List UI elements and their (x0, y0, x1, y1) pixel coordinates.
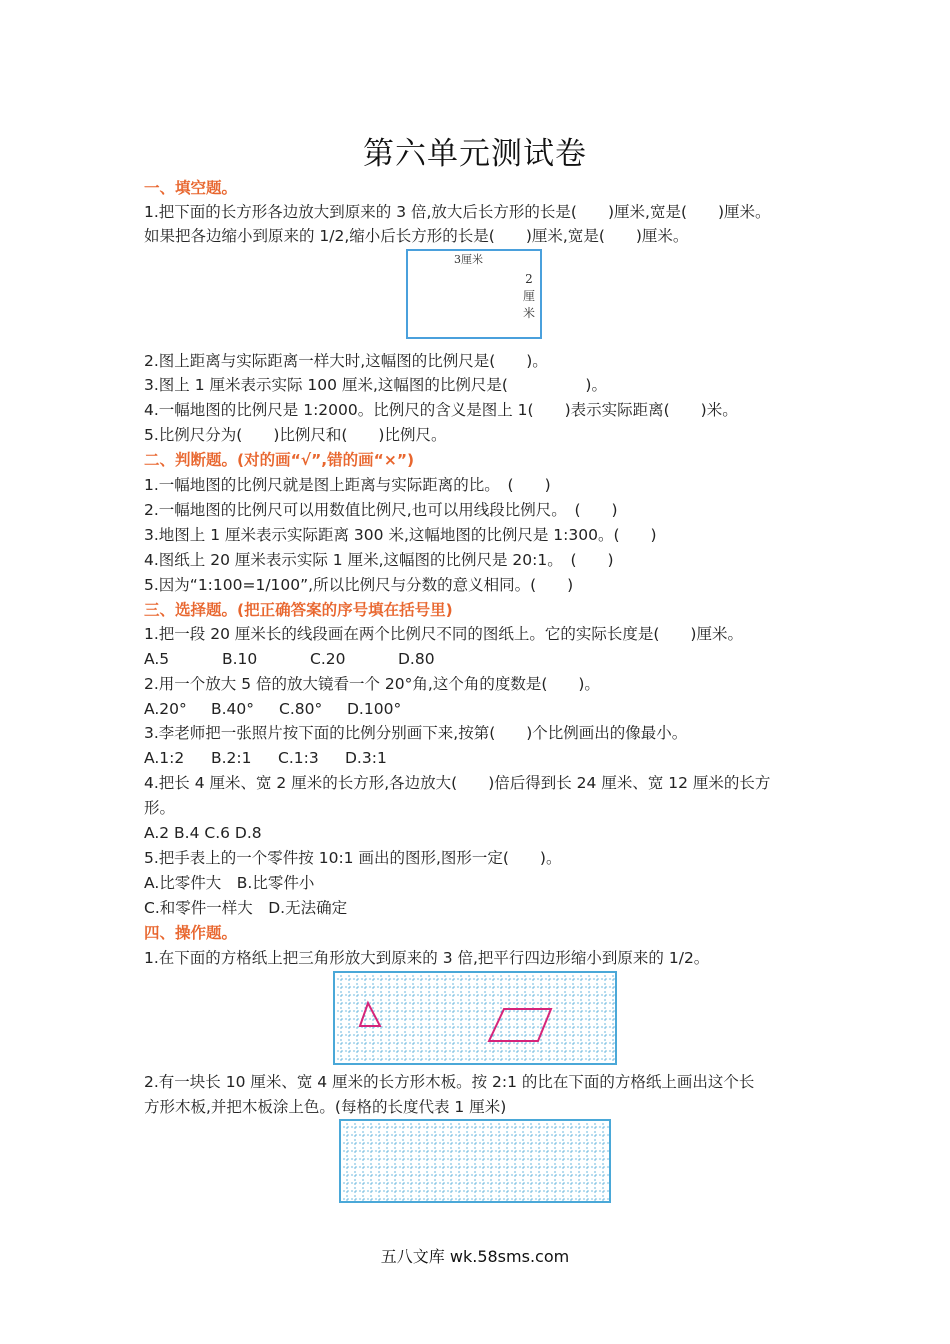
fill-q2: 2.图上距离与实际距离一样大时,这幅图的比例尺是( )。 (144, 352, 548, 370)
judge-q4: 4.图纸上 20 厘米表示实际 1 厘米,这幅图的比例尺是 20:1。 ( ) (144, 551, 614, 569)
choice-option: C.80° (279, 700, 323, 718)
parallelogram-shape (489, 1009, 551, 1041)
triangle-shape (360, 1003, 380, 1026)
choice-q4-line2: 形。 (144, 799, 176, 817)
choice-q5-options-b: C.和零件一样大 D.无法确定 (144, 899, 348, 917)
fill-q1-line1: 1.把下面的长方形各边放大到原来的 3 倍,放大后长方形的长是( )厘米,宽是( )厘米。 (144, 203, 771, 221)
choice-q4-line1: 4.把长 4 厘米、宽 2 厘米的长方形,各边放大( )倍后得到长 24 厘米、宽 12 厘米的长方 (144, 774, 771, 792)
choice-q3: 3.李老师把一张照片按下面的比例分别画下来,按第( )个比例画出的像最小。 (144, 724, 688, 742)
choice-option: C.1:3 (278, 749, 319, 767)
choice-option: D.80 (398, 650, 435, 668)
grid-paper-2 (339, 1119, 611, 1203)
section-judge-title: 二、判断题。(对的画“√”,错的画“×”) (144, 451, 415, 469)
page-title: 第六单元测试卷 (363, 136, 587, 172)
judge-q1: 1.一幅地图的比例尺就是图上距离与实际距离的比。 ( ) (144, 476, 551, 494)
section-fill-in-title: 一、填空题。 (144, 179, 238, 197)
choice-q2: 2.用一个放大 5 倍的放大镜看一个 20°角,这个角的度数是( )。 (144, 675, 600, 693)
choice-option: A.1:2 (144, 749, 185, 767)
fill-q5: 5.比例尺分为( )比例尺和( )比例尺。 (144, 426, 447, 444)
section-operate-title: 四、操作题。 (144, 924, 238, 942)
rectangle-figure (406, 249, 542, 339)
choice-option: B.40° (211, 700, 255, 718)
choice-q1-options (144, 649, 435, 669)
fill-q1-line2: 如果把各边缩小到原来的 1/2,缩小后长方形的长是( )厘米,宽是( )厘米。 (144, 227, 689, 245)
operate-q1: 1.在下面的方格纸上把三角形放大到原来的 3 倍,把平行四边形缩小到原来的 1/2。 (144, 949, 710, 967)
choice-q2-options (144, 699, 401, 719)
choice-option: B.10 (222, 650, 258, 668)
operate-q2-line2: 方形木板,并把木板涂上色。(每格的长度代表 1 厘米) (144, 1098, 507, 1116)
operate-q2-line1: 2.有一块长 10 厘米、宽 4 厘米的长方形木板。按 2:1 的比在下面的方格纸上画出这个长 (144, 1073, 755, 1091)
choice-option: A.20° (144, 700, 187, 718)
judge-q5: 5.因为“1:100=1/100”,所以比例尺与分数的意义相同。( ) (144, 576, 574, 594)
grid-lines (339, 1119, 611, 1203)
judge-q2: 2.一幅地图的比例尺可以用数值比例尺,也可以用线段比例尺。 ( ) (144, 501, 618, 519)
choice-option: A.5 (144, 650, 170, 668)
choice-q5: 5.把手表上的一个零件按 10:1 画出的图形,图形一定( )。 (144, 849, 562, 867)
grid-paper-1 (333, 971, 617, 1065)
choice-q3-options (144, 748, 387, 768)
choice-q1: 1.把一段 20 厘米长的线段画在两个比例尺不同的图纸上。它的实际长度是( )厘米。 (144, 625, 743, 643)
choice-q4-options: A.2 B.4 C.6 D.8 (144, 824, 262, 842)
judge-q3: 3.地图上 1 厘米表示实际距离 300 米,这幅地图的比例尺是 1:300。( ) (144, 526, 657, 544)
choice-option: D.100° (347, 700, 402, 718)
choice-option: B.2:1 (211, 749, 252, 767)
choice-option: C.20 (310, 650, 346, 668)
choice-option: D.3:1 (345, 749, 387, 767)
rectangle-width-label: 2 厘 米 (522, 272, 535, 320)
rectangle-length-label: 3厘米 (454, 253, 483, 266)
fill-q3: 3.图上 1 厘米表示实际 100 厘米,这幅图的比例尺是( )。 (144, 376, 607, 394)
choice-q5-options-a: A.比零件大 B.比零件小 (144, 874, 315, 892)
section-choice-title: 三、选择题。(把正确答案的序号填在括号里) (144, 601, 453, 619)
fill-q4: 4.一幅地图的比例尺是 1:2000。比例尺的含义是图上 1( )表示实际距离( )米。 (144, 401, 738, 419)
footer-source: 五八文库 wk.58sms.com (380, 1247, 570, 1266)
